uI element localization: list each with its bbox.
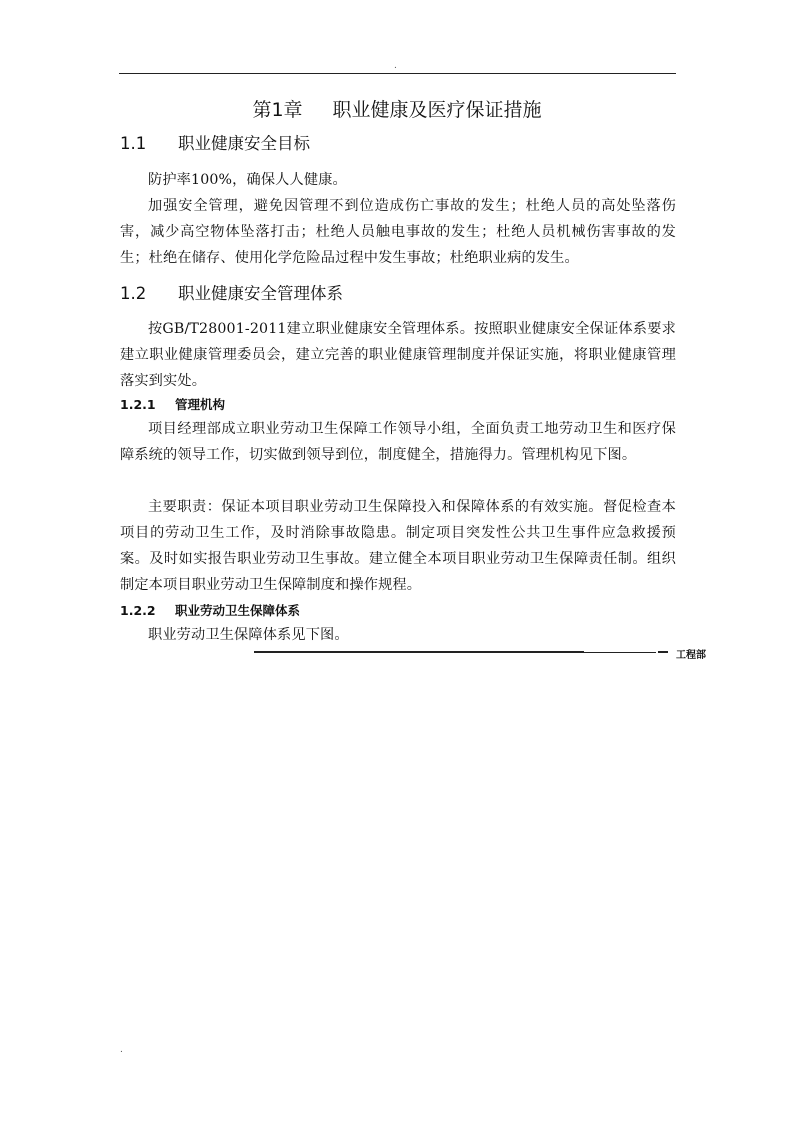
section-heading-1-2-2: [120, 602, 300, 620]
figure-top-line: [254, 651, 584, 653]
section-title: 职业劳动卫生保障体系: [175, 603, 301, 618]
chapter-number: 第1章: [252, 99, 303, 121]
chapter-heading: [0, 98, 794, 122]
section-number: 1.2.2: [120, 603, 156, 618]
section-number: 1.2.1: [120, 397, 156, 412]
figure-top-line-tick: [658, 651, 668, 653]
section-title: 职业健康安全目标: [178, 134, 310, 153]
section-heading-1-2-1: [120, 396, 225, 414]
section-number: 1.2: [120, 284, 147, 303]
section-title: 管理机构: [175, 397, 226, 412]
paragraph-management-organization: 项目经理部成立职业劳动卫生保障工作领导小组，全面负责工地劳动卫生和医疗保障系统的领导工作，切实做到领导到位，制度健全，措施得力。管理机构见下图。: [120, 421, 676, 463]
clipped-figure-label: 工程部: [676, 650, 706, 661]
section-title: 职业健康安全管理体系: [178, 284, 343, 303]
section-heading-1-1: [120, 133, 310, 155]
figure-top-line-right: [584, 652, 656, 653]
header-mark: .: [394, 61, 397, 71]
footer-mark: .: [120, 1045, 123, 1055]
paragraph-main-duties: 主要职责：保证本项目职业劳动卫生保障投入和保障体系的有效实施。督促检查本项目的劳动卫生工作，及时消除事故隐患。制定项目突发性公共卫生事件应急救援预案。及时如实报告职业劳动卫生事故。建立健全本项目职业劳动卫生保障责任制。组织制定本项目职业劳动卫生保障制度和操作规程。: [120, 499, 676, 593]
header-rule: [119, 73, 676, 74]
paragraph-safety-management: 加强安全管理，避免因管理不到位造成伤亡事故的发生；杜绝人员的高处坠落伤害，减少高空物体坠落打击；杜绝人员触电事故的发生；杜绝人员机械伤害事故的发生；杜绝在储存、使用化学危险品过程中发生事故；杜绝职业病的发生。: [120, 198, 676, 266]
paragraph-protection-rate: 防护率100%，确保人人健康。: [148, 172, 347, 188]
paragraph-guarantee-system: 职业劳动卫生保障体系见下图。: [148, 627, 349, 643]
section-heading-1-2: [120, 283, 343, 305]
section-number: 1.1: [120, 134, 147, 153]
paragraph-management-system: 按GB/T28001-2011建立职业健康安全管理体系。按照职业健康安全保证体系要求建立职业健康管理委员会，建立完善的职业健康管理制度并保证实施，将职业健康管理落实到实处。: [120, 321, 676, 389]
chapter-title: 职业健康及医疗保证措施: [332, 99, 542, 121]
